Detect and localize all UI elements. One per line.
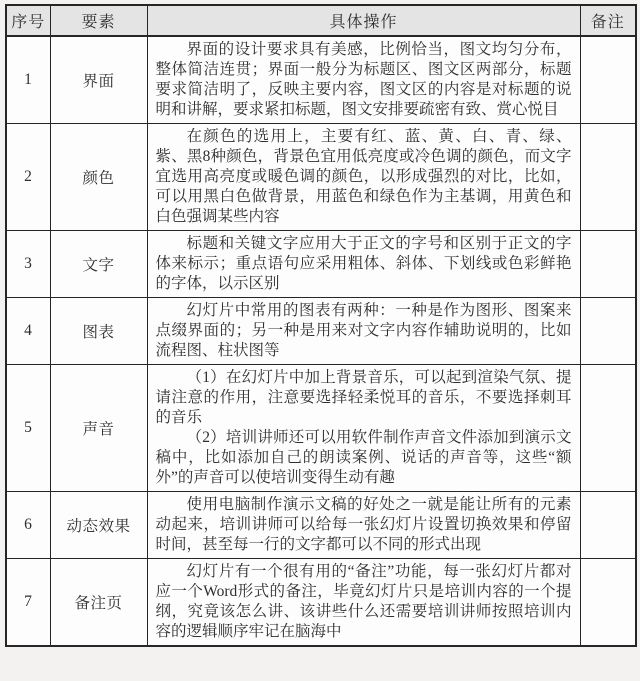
operation-paragraph: 界面的设计要求具有美感，比例恰当，图文均匀分布，整体简洁连贯；界面一般分为标题区、图文区两部分，标题要求简洁明了，反映主要内容，图文区的内容是对标题的说明和讲解，要求紧扣标题，图文安排要疏密有致、赏心悦目 [155,41,572,118]
row-operation [147,124,580,231]
operation-paragraph: 幻灯片中常用的图表有两种：一种是作为图形、图案来点缀界面的；另一种是用来对文字内容作辅助说明的，比如流程图、柱状图等 [155,302,572,359]
table-row [6,559,636,647]
row-element: 界面 [50,36,147,124]
col-header-note: 备注 [580,5,636,36]
table-row [6,36,636,124]
row-number: 4 [6,298,50,365]
operation-paragraph: （1）在幻灯片中加上背景音乐，可以起到渲染气氛、提请注意的作用，注意要选择轻柔悦耳的音乐，不要选择刺耳的音乐 [155,369,572,426]
row-note [580,36,636,124]
table-row [6,365,636,492]
row-operation [147,365,580,492]
row-note [580,492,636,559]
col-header-number: 序号 [6,5,50,36]
operations-table [5,4,637,647]
row-number: 1 [6,36,50,124]
operation-paragraph: （2）培训讲师还可以用软件制作声音文件添加到演示文稿中，比如添加自己的朗读案例、说话的声音等，这些“额外”的声音可以使培训变得生动有趣 [155,429,572,486]
operation-paragraph: 幻灯片有一个很有用的“备注”功能，每一张幻灯片都对应一个Word形式的备注，毕竟幻灯片只是培训内容的一个提纲，究竟该怎么讲、该讲些什么还需要培训讲师按照培训内容的逻辑顺序牢记在脑海中 [155,563,572,640]
row-note [580,298,636,365]
row-operation [147,36,580,124]
row-note [580,124,636,231]
col-header-element: 要素 [50,5,147,36]
col-header-operation: 具体操作 [147,5,580,36]
row-element: 声音 [50,365,147,492]
row-number: 6 [6,492,50,559]
row-number: 7 [6,559,50,647]
row-operation [147,231,580,298]
row-element: 备注页 [50,559,147,647]
operation-paragraph: 使用电脑制作演示文稿的好处之一就是能让所有的元素动起来，培训讲师可以给每一张幻灯片设置切换效果和停留时间，甚至每一行的文字都可以不同的形式出现 [155,496,572,553]
row-number: 5 [6,365,50,492]
row-number: 3 [6,231,50,298]
row-operation [147,298,580,365]
row-note [580,231,636,298]
row-note [580,365,636,492]
table-body [6,36,636,646]
table-row [6,231,636,298]
row-element: 动态效果 [50,492,147,559]
row-element: 图表 [50,298,147,365]
table-row [6,492,636,559]
row-number: 2 [6,124,50,231]
row-element: 颜色 [50,124,147,231]
row-element: 文字 [50,231,147,298]
row-operation [147,492,580,559]
operation-paragraph: 在颜色的选用上，主要有红、蓝、黄、白、青、绿、紫、黑8种颜色，背景色宜用低亮度或冷色调的颜色，而文字宜选用高亮度或暖色调的颜色，以形成强烈的对比，比如，可以用黑白色做背景，用蓝色和绿色作为主基调，用黄色和白色强调某些内容 [155,128,572,225]
header-row [6,5,636,36]
table-row [6,298,636,365]
table-row [6,124,636,231]
row-note [580,559,636,647]
operation-paragraph: 标题和关键文字应用大于正文的字号和区别于正文的字体来标示；重点语句应采用粗体、斜体、下划线或色彩鲜艳的字体，以示区别 [155,235,572,292]
row-operation [147,559,580,647]
